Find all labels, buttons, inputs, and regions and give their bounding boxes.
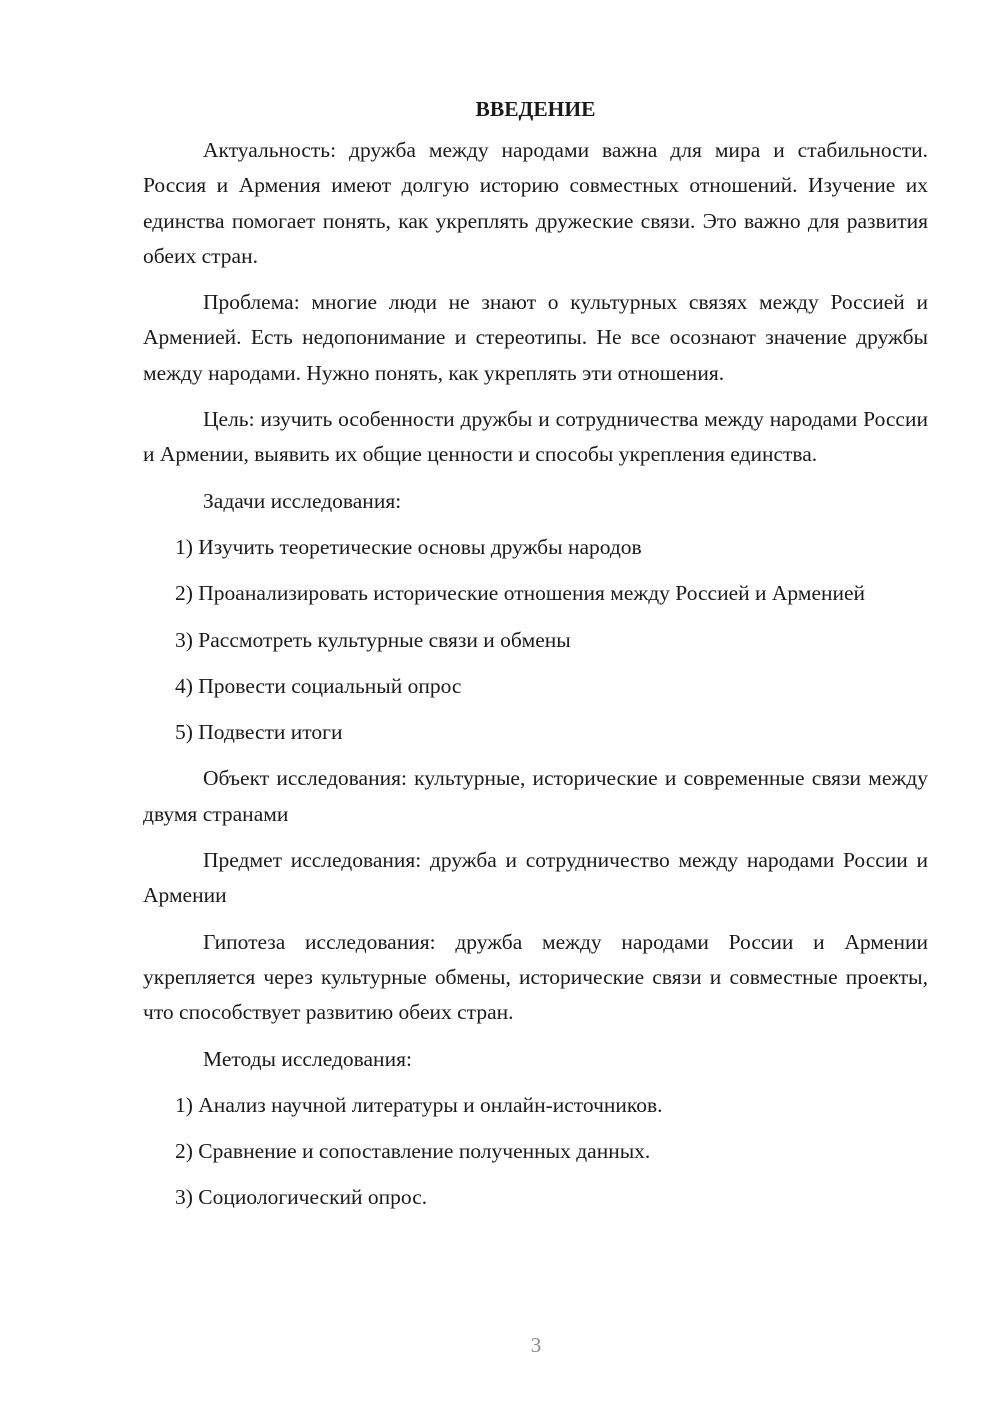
paragraph-object: Объект исследования: культурные, исторические и современные связи между двумя странами — [143, 766, 928, 826]
methods-heading: Методы исследования: — [203, 1046, 412, 1071]
method-item-1: 1) Анализ научной литературы и онлайн-источников. — [175, 1092, 663, 1117]
paragraph-subject: Предмет исследования: дружба и сотрудничество между народами России и Армении — [143, 848, 928, 908]
paragraph-relevance: Актуальность: дружба между народами важна для мира и стабильности. Россия и Армения имеют долгую историю совместных отношений. Изучение их единства помогает понять, как укреплять дружеские связи. Это важно для развития обеих стран. — [143, 138, 928, 268]
task-item-5: 5) Подвести итоги — [175, 720, 343, 745]
document-page — [143, 92, 928, 1227]
method-item-3: 3) Социологический опрос. — [175, 1185, 428, 1210]
tasks-heading: Задачи исследования: — [203, 488, 402, 513]
task-item-2: 2) Проанализировать исторические отношения между Россией и Арменией — [175, 581, 866, 606]
task-item-3: 3) Рассмотреть культурные связи и обмены — [175, 627, 571, 652]
paragraph-goal: Цель: изучить особенности дружбы и сотрудничества между народами России и Армении, выявить их общие ценности и способы укрепления единства. — [143, 407, 928, 467]
paragraph-hypothesis: Гипотеза исследования: дружба между народами России и Армении укрепляется через культурные обмены, исторические связи и совместные проекты, что способствует развитию обеих стран. — [143, 929, 928, 1025]
paragraph-problem: Проблема: многие люди не знают о культурных связях между Россией и Арменией. Есть недопонимание и стереотипы. Не все осознают значение дружбы между народами. Нужно понять, как укреплять эти отношения. — [143, 290, 928, 385]
page-title: ВВЕДЕНИЕ — [475, 97, 596, 121]
method-item-2: 2) Сравнение и сопоставление полученных данных. — [175, 1139, 651, 1164]
task-item-1: 1) Изучить теоретические основы дружбы народов — [175, 534, 642, 559]
page-number: 3 — [530, 1333, 542, 1357]
task-item-4: 4) Провести социальный опрос — [175, 673, 462, 698]
